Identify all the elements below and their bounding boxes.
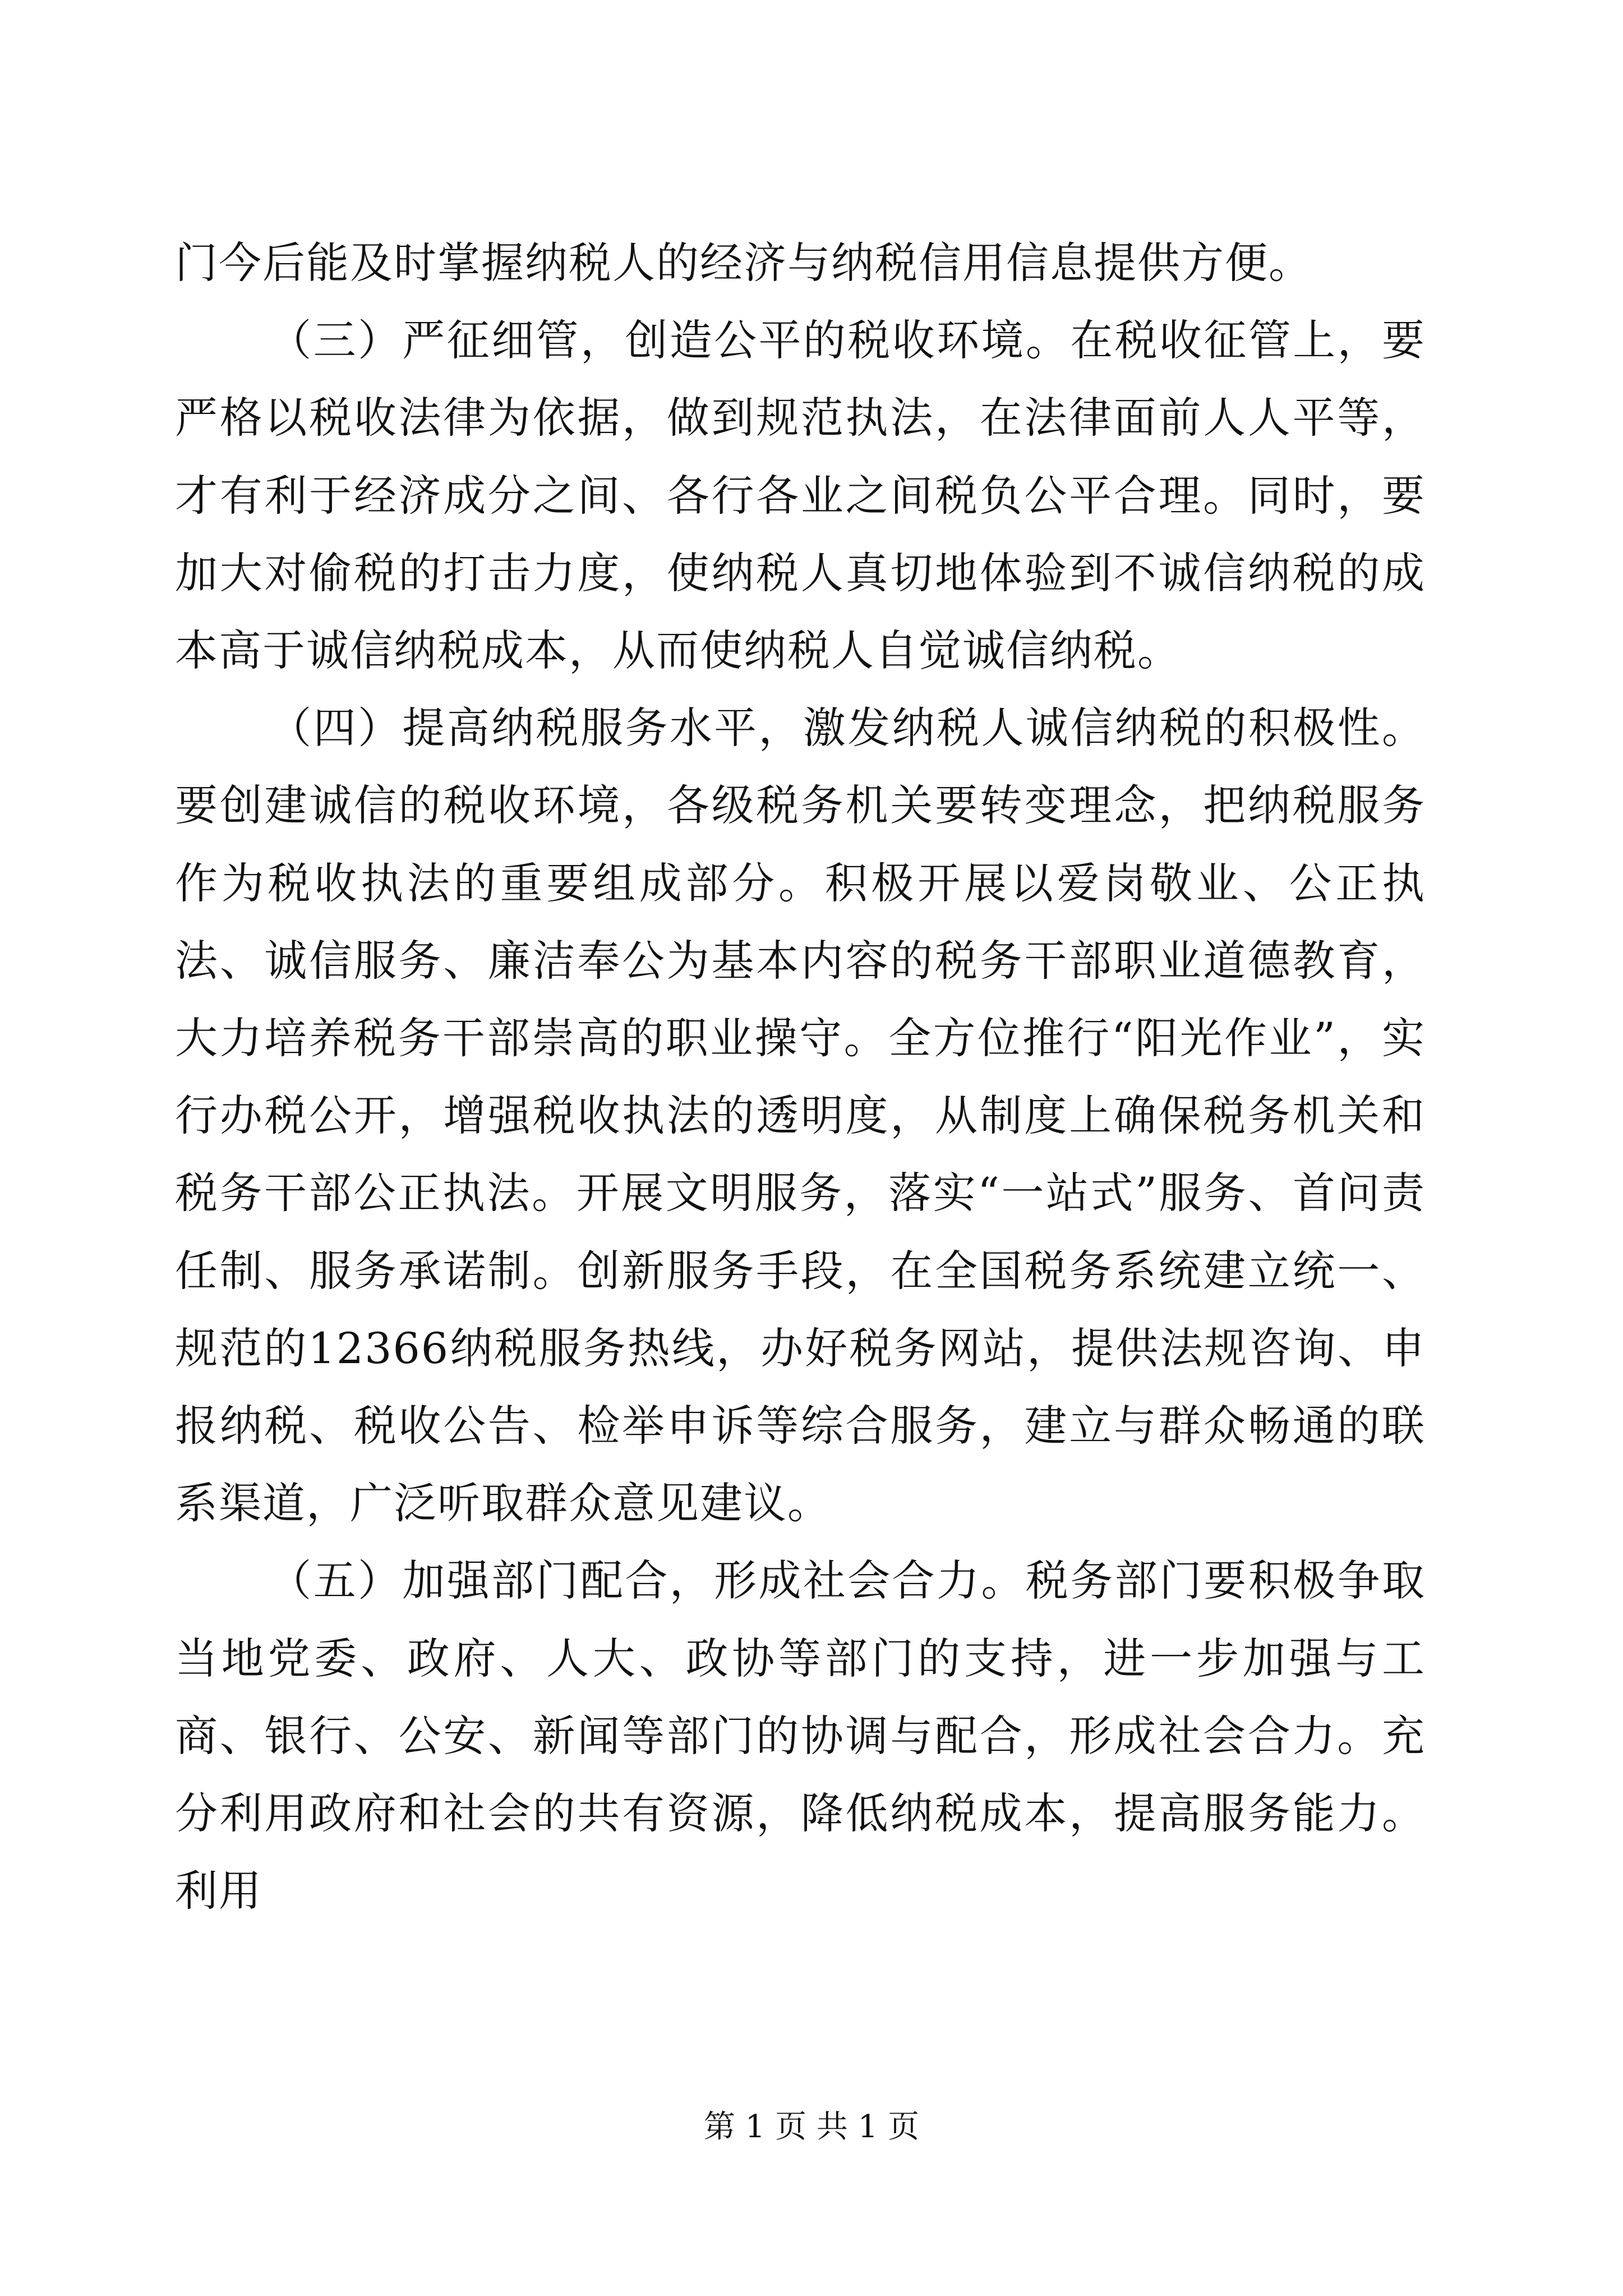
page-footer	[0, 2108, 1623, 2147]
paragraph-section-4: （四）提高纳税服务水平，激发纳税人诚信纳税的积极性。要创建诚信的税收环境，各级税务机关要转变理念，把纳税服务作为税收执法的重要组成部分。积极开展以爱岗敬业、公正执法、诚信服务、廉洁奉公为基本内容的税务干部职业道德教育，大力培养税务干部崇高的职业操守。全方位推行“阳光作业”，实行办税公开，增强税收执法的透明度，从制度上确保税务机关和税务干部公正执法。开展文明服务，落实“一站式”服务、首问责任制、服务承诺制。创新服务手段，在全国税务系统建立统一、规范的12366纳税服务热线，办好税务网站，提供法规咨询、申报纳税、税收公告、检举申诉等综合服务，建立与群众畅通的联系渠道，广泛听取群众意见建议。	[175, 703, 1426, 1529]
page-number: 第 1 页 共 1 页	[703, 2109, 920, 2145]
document-body	[175, 224, 1426, 1930]
paragraph-continuation: 门今后能及时掌握纳税人的经济与纳税信用信息提供方便。	[175, 238, 1312, 288]
paragraph-section-3: （三）严征细管，创造公平的税收环境。在税收征管上，要严格以税收法律为依据，做到规范执法，在法律面前人人平等，才有利于经济成分之间、各行各业之间税负公平合理。同时，要加大对偷税的打击力度，使纳税人真切地体验到不诚信纳税的成本高于诚信纳税成本，从而使纳税人自觉诚信纳税。	[175, 315, 1426, 676]
paragraph-section-5: （五）加强部门配合，形成社会合力。税务部门要积极争取当地党委、政府、人大、政协等部门的支持，进一步加强与工商、银行、公安、新闻等部门的协调与配合，形成社会合力。充分利用政府和社会的共有资源，降低纳税成本，提高服务能力。利用	[175, 1556, 1426, 1916]
